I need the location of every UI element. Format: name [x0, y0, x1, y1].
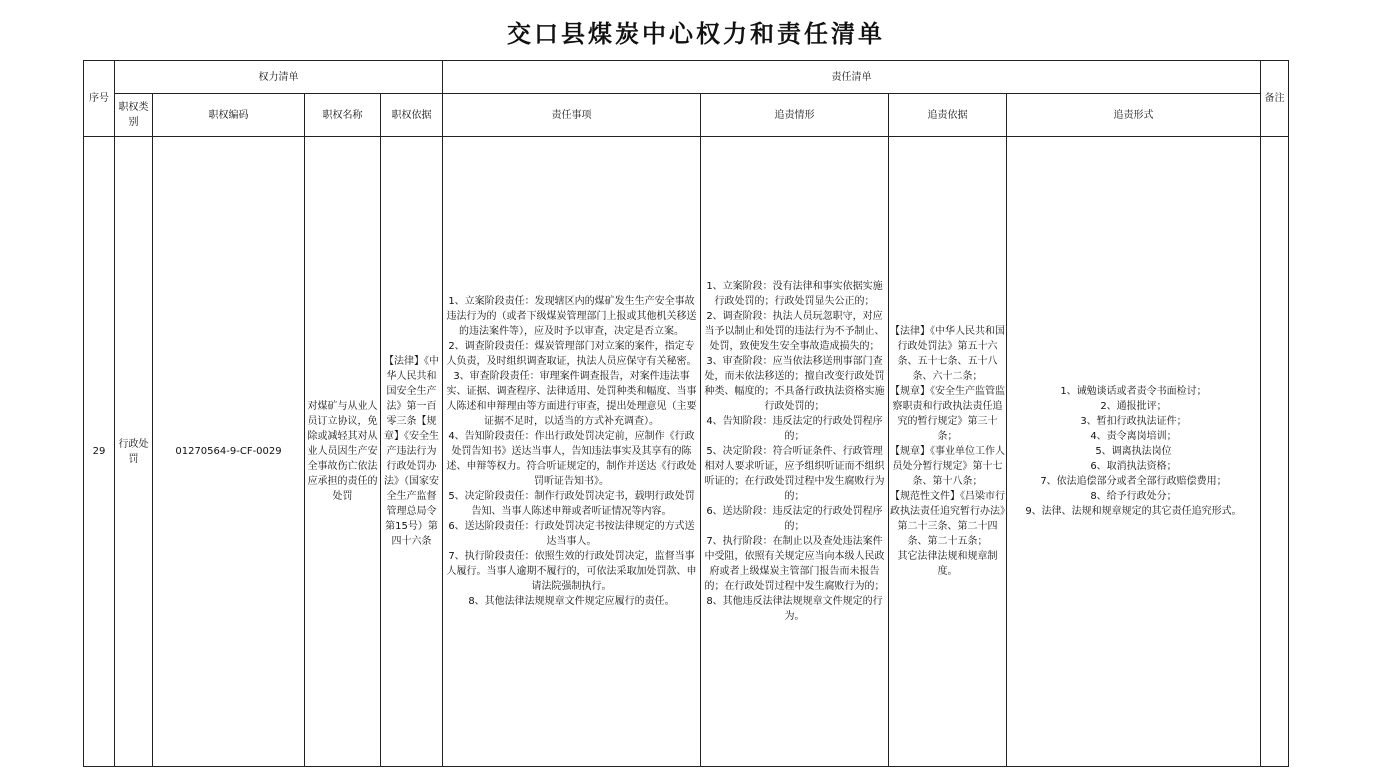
cell-accountability-basis: [889, 137, 1007, 767]
table-row: [84, 137, 1289, 767]
header-responsibility-list: 责任清单: [443, 61, 1261, 94]
page-title: 交口县煤炭中心权力和责任清单: [507, 19, 885, 48]
header-power-basis: 职权依据: [381, 94, 443, 137]
power-responsibility-table: [83, 60, 1289, 767]
accountability-basis-text: 【法律】《中华人民共和国行政处罚法》第五十六条、五十七条、五十八条、六十二条； 【规章】《安全生产监管监察职责和行政执法责任追究的暂行规定》第三十条； 【规章】《事业单位工作人员处分暂行规定》第十七条、第十八条； 【规范性文件】《吕梁市行政执法责任追究暂行办法》第二十三条、第二十四条、第二十五条； 其它法律法规和规章制度。: [890, 326, 1005, 577]
cell-power-name: 对煤矿与从业人员订立协议，免除或减轻其对从业人员因生产安全事故伤亡依法应承担的责任的处罚: [305, 137, 381, 767]
accountability-forms-text: 1、诫勉谈话或者责令书面检讨； 2、通报批评； 3、暂扣行政执法证件； 4、责令离岗培训； 5、调离执法岗位 6、取消执法资格； 7、依法追偿部分或者全部行政赔偿费用； 8、给予行政处分； 9、法律、法规和规章规定的其它责任追究形式。: [1025, 386, 1242, 517]
header-accountability-basis: 追责依据: [889, 94, 1007, 137]
cell-remark: [1261, 137, 1289, 767]
cell-responsibility-items: [443, 137, 701, 767]
header-serial: 序号: [84, 61, 115, 137]
header-power-list: 权力清单: [115, 61, 443, 94]
header-power-type: 职权类别: [115, 94, 153, 137]
responsibility-items-text: 1、立案阶段责任：发现辖区内的煤矿发生生产安全事故违法行为的（或者下级煤炭管理部门上报或其他机关移送的违法案件等），应及时予以审查，决定是否立案。 2、调查阶段责任：煤炭管理部门对立案的案件，指定专人负责，及时组织调查取证，执法人员应保守有关秘密。 3、审查阶段责任：审理案件调查报告，对案件违法事实、证据、调查程序、法律适用、处罚种类和幅度、当事人陈述和申辩理由等方面进行审查，提出处理意见（主要证据不足时，以适当的方式补充调查）。 4、告知阶段责任：作出行政处罚决定前，应制作《行政处罚告知书》送达当事人，告知违法事实及其享有的陈述、申辩等权力。符合听证规定的，制作并送达《行政处罚听证告知书》。 5、决定阶段责任：制作行政处罚决定书，载明行政处罚告知、当事人陈述申辩或者听证情况等内容。 6、送达阶段责任：行政处罚决定书按法律规定的方式送达当事人。 7、执行阶段责任：依照生效的行政处罚决定，监督当事人履行。当事人逾期不履行的，可依法采取加处罚款、申请法院强制执行。 8、其他法律法规规章文件规定应履行的责任。: [446, 296, 697, 607]
cell-accountability-cases: [701, 137, 889, 767]
cell-power-type: 行政处罚: [115, 137, 153, 767]
header-power-name: 职权名称: [305, 94, 381, 137]
cell-power-basis: 【法律】《中华人民共和国安全生产法》第一百零三条【规章】《安全生产违法行为行政处罚办法》（国家安全生产监督管理总局令第15号）第四十六条: [381, 137, 443, 767]
cell-serial: 29: [84, 137, 115, 767]
header-power-code: 职权编码: [153, 94, 305, 137]
header-remark: 备注: [1261, 61, 1289, 137]
cell-accountability-forms: [1007, 137, 1261, 767]
header-accountability-forms: 追责形式: [1007, 94, 1261, 137]
cell-power-code: 01270564-9-CF-0029: [153, 137, 305, 767]
accountability-cases-text: 1、立案阶段：没有法律和事实依据实施行政处罚的；行政处罚显失公正的； 2、调查阶段：执法人员玩忽职守，对应当予以制止和处罚的违法行为不予制止、处罚，致使发生安全事故造成损失的； 3、审查阶段：应当依法移送刑事部门查处，而未依法移送的；擅自改变行政处罚种类、幅度的；不具备行政执法资格实施行政处罚的； 4、告知阶段：违反法定的行政处罚程序的； 5、决定阶段：符合听证条件、行政管理相对人要求听证，应予组织听证而不组织听证的；在行政处罚过程中发生腐败行为的； 6、送达阶段：违反法定的行政处罚程序的； 7、执行阶段：在制止以及查处违法案件中受阻，依照有关规定应当向本级人民政府或者上级煤炭主管部门报告而未报告的；在行政处罚过程中发生腐败行为的； 8、其他违反法律法规规章文件规定的行为。: [704, 281, 885, 622]
header-responsibility-items: 责任事项: [443, 94, 701, 137]
header-accountability-cases: 追责情形: [701, 94, 889, 137]
